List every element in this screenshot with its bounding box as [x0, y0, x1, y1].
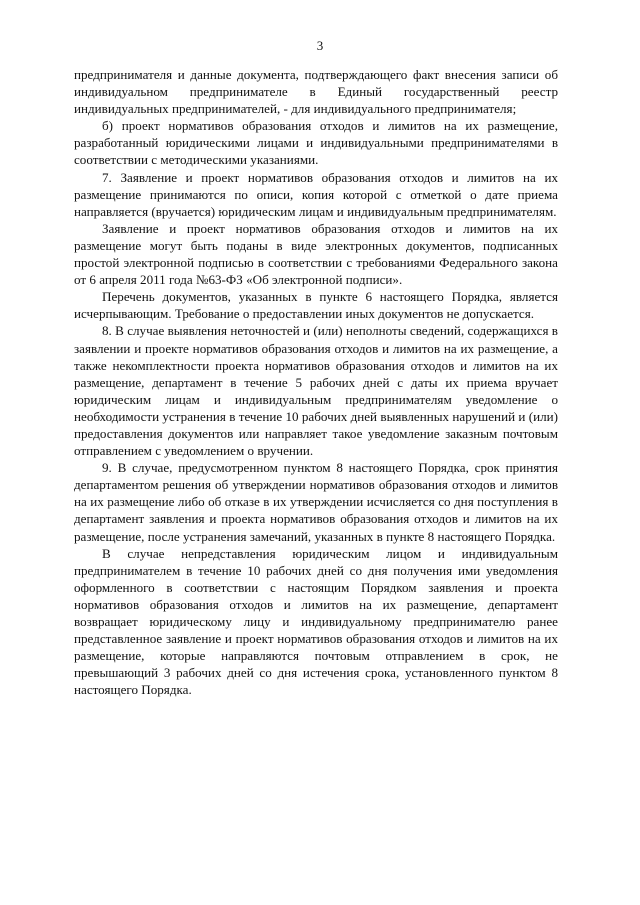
paragraph-clause-7: 7. Заявление и проект нормативов образования отходов и лимитов на их размещение принимаются по описи, копия которой с отметкой о дате приема направляется (вручается) юридическим лицам и индивидуальным предпринимателям.: [74, 169, 558, 219]
paragraph-return-documents: В случае непредставления юридическим лицом и индивидуальным предпринимателем в течение 10 рабочих дней со дня получения ими уведомления оформленного в соответствии с настоящим Порядком заявления и проекта нормативов образования отходов и лимитов на их размещение, департамент возвращает юридическому лицу и индивидуальному предпринимателю ранее представленное заявление и проект нормативов образования отходов и лимитов на их размещение, которые направляются почтовым отправлением в срок, не превышающий 3 рабочих дней со дня истечения срока, установленного пунктом 8 настоящего Порядка.: [74, 545, 558, 698]
paragraph-item-b: б) проект нормативов образования отходов и лимитов на их размещение, разработанный юридическими лицами и индивидуальными предпринимателями в соответствии с методическими указаниями.: [74, 118, 558, 168]
paragraph-continuation: предпринимателя и данные документа, подтверждающего факт внесения записи об индивидуальном предпринимателе в Единый государственный реестр индивидуальных предпринимателей, - для индивидуального предпринимателя;: [74, 67, 558, 117]
paragraph-document-list: Перечень документов, указанных в пункте 6 настоящего Порядка, является исчерпывающим. Требование о предоставлении иных документов не допускается.: [74, 289, 558, 322]
paragraph-electronic-submission: Заявление и проект нормативов образования отходов и лимитов на их размещение могут быть поданы в виде электронных документов, подписанных простой электронной подписью в соответствии с требованиями Федерального закона от 6 апреля 2011 года №63-ФЗ «Об электронной подписи».: [74, 220, 558, 288]
paragraph-clause-9: 9. В случае, предусмотренном пунктом 8 настоящего Порядка, срок принятия департаментом решения об утверждении нормативов образования отходов и лимитов на их размещение либо об отказе в их утверждении исчисляется со дня поступления в департамент заявления и проекта нормативов образования отходов и лимитов на их размещение, после устранения замечаний, указанных в пункте 8 настоящего Порядка.: [74, 460, 558, 544]
paragraph-clause-8: 8. В случае выявления неточностей и (или) неполноты сведений, содержащихся в заявлении и проекте нормативов образования отходов и лимитов на их размещение, а также некомплектности проекта нормативов образования отходов и лимитов на их размещение, департамент в течение 5 рабочих дней с даты их приема вручает юридическим лицам и индивидуальным предпринимателям уведомление о необходимости устранения в течение 10 рабочих дней выявленных нарушений и (или) предоставления документов или направляет такое уведомление заказным почтовым отправлением с уведомлением о вручении.: [74, 323, 558, 459]
page-number: 3: [316, 38, 324, 53]
document-body: [74, 66, 558, 698]
